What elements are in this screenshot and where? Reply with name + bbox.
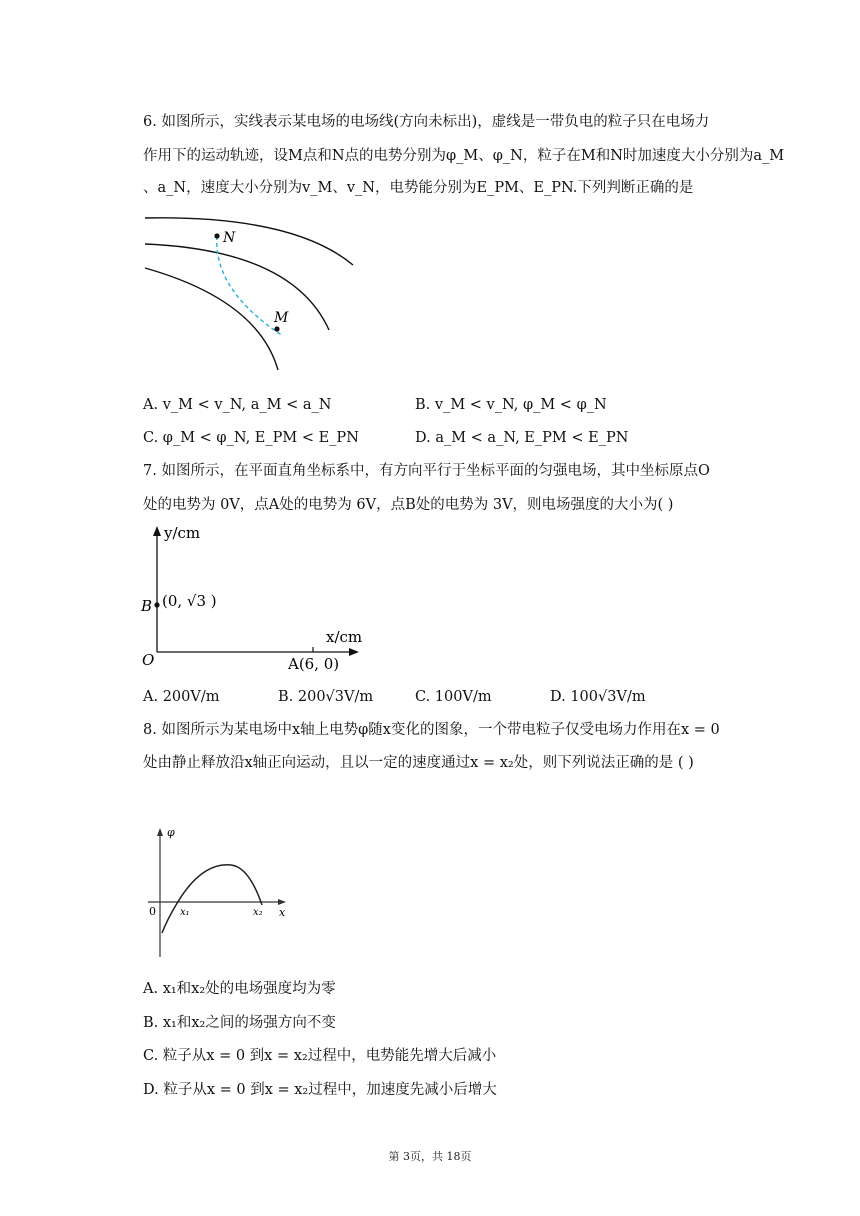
q6-option-a: A. v_M < v_N, a_M < a_N [143, 397, 332, 413]
q8-stem-line-1: 8. 如图所示为某电场中x轴上电势φ随x变化的图象，一个带电粒子仅受电场力作用在x = 0 [143, 722, 720, 738]
y-axis-label: y/cm [164, 524, 201, 542]
x2-label: x₂ [253, 907, 263, 918]
q8-option-d: D. 粒子从x = 0 到x = x₂过程中，加速度先减小后增大 [143, 1082, 497, 1098]
label-m: M [274, 310, 289, 326]
phi-axis-arrow [157, 828, 163, 836]
q7-option-b: B. 200√3V/m [278, 689, 374, 705]
q6-stem-line-1: 6. 如图所示，实线表示某电场的电场线(方向未标出)，虚线是一带负电的粒子只在电场力 [143, 114, 710, 130]
q6-field-lines-figure [143, 210, 358, 375]
x-axis-arrow [278, 899, 286, 905]
q8-option-a: A. x₁和x₂处的电场强度均为零 [143, 981, 336, 997]
field-line-1 [145, 218, 353, 265]
point-n [214, 233, 219, 238]
field-line-3 [145, 268, 278, 370]
q7-coordinate-figure [140, 518, 365, 678]
x-axis-arrow [349, 648, 359, 656]
q7-option-c: C. 100V/m [415, 689, 492, 705]
q8-potential-graph [143, 822, 293, 962]
q8-option-b: B. x₁和x₂之间的场强方向不变 [143, 1015, 336, 1031]
q8-stem-line-2: 处由静止释放沿x轴正向运动，且以一定的速度通过x = x₂处，则下列说法正确的是 ( ) [143, 755, 694, 771]
point-b-coord: (0, √3 ) [162, 592, 217, 610]
x1-label: x₁ [180, 907, 190, 918]
point-b [154, 602, 159, 607]
y-axis-arrow [153, 526, 161, 536]
q6-stem-line-2: 作用下的运动轨迹，设M点和N点的电势分别为φ_M、φ_N，粒子在M和N时加速度大小分别为a_M [143, 148, 785, 164]
x-axis-label: x/cm [326, 628, 363, 646]
label-n: N [223, 230, 236, 246]
page-footer: 第 3页，共 18页 [388, 1150, 472, 1163]
phi-curve [162, 865, 262, 933]
point-a-label: A(6, 0) [288, 655, 340, 673]
origin-label: O [142, 651, 155, 669]
q6-option-d: D. a_M < a_N, E_PM < E_PN [415, 430, 629, 446]
q7-stem-line-1: 7. 如图所示，在平面直角坐标系中，有方向平行于坐标平面的匀强电场，其中坐标原点O [143, 463, 710, 479]
point-b-label: B [141, 597, 153, 615]
q6-stem-line-3: 、a_N，速度大小分别为v_M、v_N，电势能分别为E_PM、E_PN.下列判断正确的是 [143, 180, 694, 196]
point-m [274, 326, 279, 331]
origin-label: 0 [149, 905, 156, 918]
phi-axis-label: φ [167, 826, 175, 839]
q6-option-b: B. v_M < v_N, φ_M < φ_N [415, 397, 607, 413]
q7-stem-line-2: 处的电势为 0V，点A处的电势为 6V，点B处的电势为 3V，则电场强度的大小为( ) [143, 497, 674, 513]
q6-option-c: C. φ_M < φ_N, E_PM < E_PN [143, 430, 359, 446]
q7-option-d: D. 100√3V/m [550, 689, 646, 705]
q8-option-c: C. 粒子从x = 0 到x = x₂过程中，电势能先增大后减小 [143, 1048, 497, 1064]
x-axis-label: x [279, 906, 286, 919]
q7-option-a: A. 200V/m [143, 689, 220, 705]
field-line-2 [145, 244, 329, 330]
